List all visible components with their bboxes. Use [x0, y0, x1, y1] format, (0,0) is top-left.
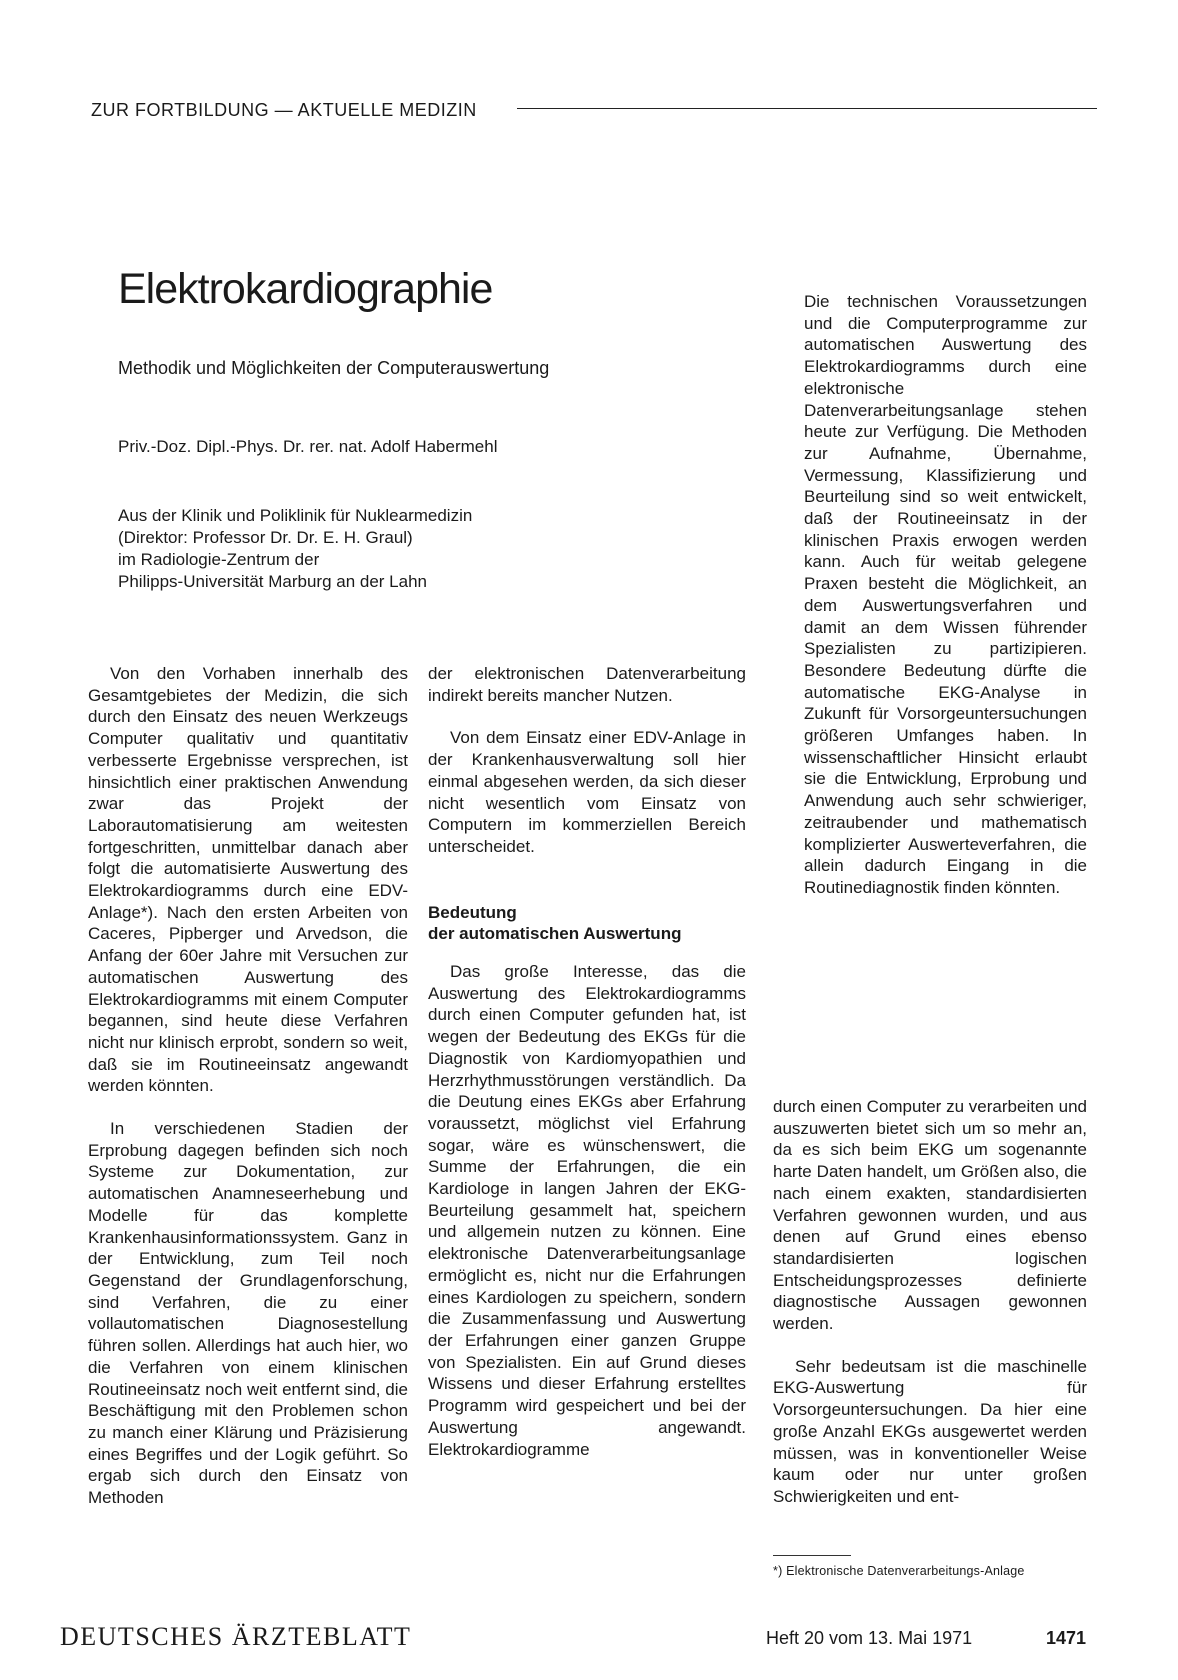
- column-3-bottom: [773, 1096, 1087, 1508]
- article-subtitle: Methodik und Möglichkeiten der Computerauswertung: [118, 358, 550, 378]
- column-2: [428, 663, 746, 1460]
- affiliation-line: (Direktor: Professor Dr. Dr. E. H. Graul): [118, 528, 413, 547]
- affiliation-line: Philipps-Universität Marburg an der Lahn: [118, 572, 427, 591]
- footnote: *) Elektronische Datenverarbeitungs-Anlage: [773, 1564, 1025, 1578]
- author-affiliation: [118, 505, 472, 593]
- paragraph: Von dem Einsatz einer EDV-Anlage in der Krankenhausverwaltung soll hier einmal abgesehen werden, da sich dieser nicht wesentlich vom Einsatz von Computern im kommerziellen Bereich unterscheidet.: [428, 728, 746, 856]
- affiliation-line: Aus der Klinik und Poliklinik für Nuklearmedizin: [118, 506, 473, 525]
- journal-name: DEUTSCHES ÄRZTEBLATT: [60, 1622, 412, 1651]
- paragraph: der elektronischen Datenverarbeitung indirekt bereits mancher Nutzen.: [428, 664, 746, 705]
- paragraph: Von den Vorhaben innerhalb des Gesamtgebietes der Medizin, die sich durch den Einsatz des neuen Werkzeugs Computer qualitativ und quantitativ verbesserte Ergebnisse versprechen, ist hinsichtlich einer praktischen Anwendung zwar das Projekt der Laborautomatisierung am weitesten fortgeschritten, unmittelbar danach aber folgt die automatisierte Auswertung des Elektrokardiogramms durch eine EDV-Anlage*). Nach den ersten Arbeiten von Caceres, Pipberger und Arvedson, die Anfang der 60er Jahre mit Versuchen zur automatischen Auswertung des Elektrokardiogramms mit einem Computer begannen, sind heute diese Verfahren nicht nur klinisch erprobt, sondern so weit, daß sie im Routineeinsatz angewandt werden könnten.: [88, 664, 408, 1096]
- footnote-rule: [773, 1555, 851, 1556]
- header-rule: [517, 108, 1097, 109]
- page-number: 1471: [1046, 1628, 1087, 1648]
- paragraph: Das große Interesse, das die Auswertung des Elektrokardiogramms durch einen Computer gefunden hat, ist wegen der Bedeutung des EKGs für die Diagnostik von Kardiomyopathien und Herzrhythmusstörungen verständlich. Da die Deutung eines EKGs aber Erfahrung voraussetzt, möglichst viel Erfahrung sogar, wäre es wünschenswert, die Summe der Erfahrungen, die ein Kardiologe in langen Jahren der EKG-Beurteilung gesammelt hat, speichern und allgemein nutzen zu können. Eine elektronische Datenverarbeitungsanlage ermöglicht es, nicht nur die Erfahrungen eines Kardiologen zu speichern, sondern die Zusammenfassung und Auswertung der Erfahrungen einer ganzen Gruppe von Spezialisten. Ein auf Grund dieses Wissens und dieser Erfahrung erstelltes Programm wird gespeichert und bei der Auswertung angewandt. Elektrokardiogramme: [428, 962, 746, 1459]
- section-heading: [428, 902, 746, 945]
- paragraph: Sehr bedeutsam ist die maschinelle EKG-Auswertung für Vorsorgeuntersuchungen. Da hier eine große Anzahl EKGs ausgewertet werden müssen, was in konventioneller Weise kaum oder nur unter großen Schwierigkeiten und ent-: [773, 1356, 1087, 1506]
- heading-line: der automatischen Auswertung: [428, 924, 682, 944]
- paragraph: durch einen Computer zu verarbeiten und auszuwerten bietet sich um so mehr an, da es sich beim EKG um sogenannte harte Daten handelt, um Größen also, die nach einem exakten, standardisierten Verfahren gewonnen wurden, und aus denen auf Grund eines ebenso standardisierten logischen Entscheidungsprozesses definierte diagnostische Aussagen gewonnen werden.: [773, 1097, 1087, 1334]
- column-1: [88, 663, 408, 1509]
- column-3-top: [804, 291, 1087, 899]
- article-author: Priv.-Doz. Dipl.-Phys. Dr. rer. nat. Adolf Habermehl: [118, 437, 498, 456]
- paragraph: In verschiedenen Stadien der Erprobung dagegen befinden sich noch Systeme zur Dokumentation, zur automatischen Anamneseerhebung und Modelle für das komplette Krankenhausinformationssystem. Ganz in der Entwicklung, zum Teil noch Gegenstand der Grundlagenforschung, sind Verfahren, die zu einer vollautomatischen Diagnosestellung führen sollen. Allerdings hat auch hier, wo die Verfahren von einem klinischen Routineeinsatz noch weit entfernt sind, die Beschäftigung mit den Problemen schon zu manch einer Klärung und Präzisierung eines Begriffes und der Logik geführt. So ergab sich durch den Einsatz von Methoden: [88, 1119, 408, 1508]
- heading-line: Bedeutung: [428, 902, 517, 922]
- paragraph: Die technischen Voraussetzungen und die Computerprogramme zur automatischen Auswertung des Elektrokardiogramms durch eine elektronische Datenverarbeitungsanlage stehen heute zur Verfügung. Die Methoden zur Aufnahme, Übernahme, Vermessung, Klassifizierung und Beurteilung sind so weit entwickelt, daß der Routineeinsatz in der klinischen Praxis erwogen werden kann. Auch für weitab gelegene Praxen besteht die Möglichkeit, an dem Auswertungsverfahren und damit an dem Wissen führender Spezialisten zu partizipieren. Besondere Bedeutung dürfte die automatische EKG-Analyse in Zukunft für Vorsorgeuntersuchungen größeren Umfanges haben. In wissenschaftlicher Hinsicht erlaubt sie die Entwicklung, Erprobung und Anwendung auch sehr schwieriger, zeitraubender und mathematisch komplizierter Auswerteverfahren, die allein dadurch Eingang in die Routinediagnostik finden könnten.: [804, 292, 1087, 897]
- section-header: ZUR FORTBILDUNG — AKTUELLE MEDIZIN: [91, 100, 477, 120]
- article-title: Elektrokardiographie: [118, 265, 493, 313]
- issue-info: Heft 20 vom 13. Mai 1971: [766, 1628, 973, 1648]
- affiliation-line: im Radiologie-Zentrum der: [118, 550, 320, 569]
